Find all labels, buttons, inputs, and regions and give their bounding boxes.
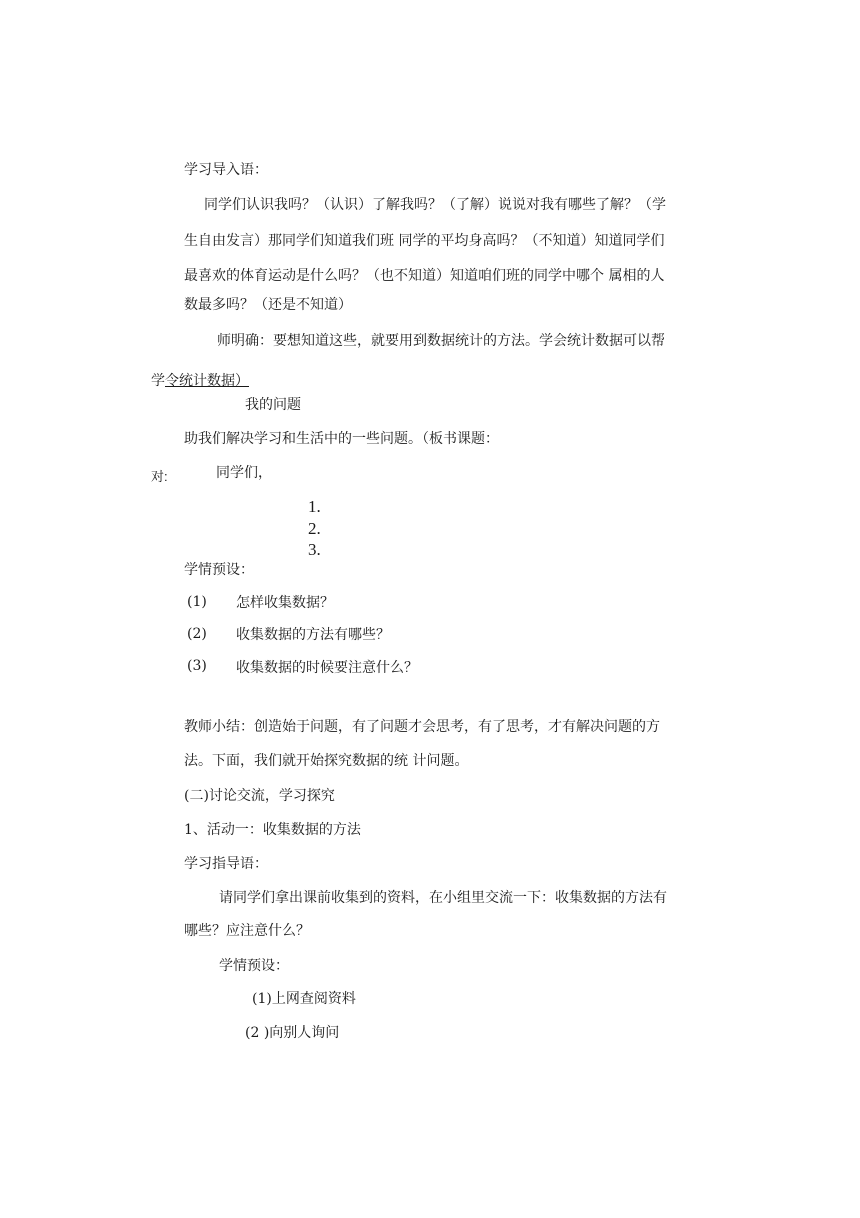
summary-line: 教师小结：创造始于问题，有了问题才会思考，有了思考，才有解决问题的方 bbox=[184, 719, 660, 735]
guide-line: 请同学们拿出课前收集到的资料，在小组里交流一下：收集数据的方法有 bbox=[219, 890, 667, 906]
preset-text: 怎样收集数据？ bbox=[236, 595, 334, 611]
preset-number: (1) bbox=[187, 594, 207, 610]
section-heading: (二)讨论交流，学习探究 bbox=[184, 788, 335, 804]
preset-text: 收集数据的时候要注意什么？ bbox=[236, 660, 418, 676]
intro-heading: 学习导入语： bbox=[184, 162, 268, 178]
preset-text: 收集数据的方法有哪些？ bbox=[236, 627, 390, 643]
help-line: 助我们解决学习和生活中的一些问题。（板书课题： bbox=[184, 431, 499, 447]
preset2-item: (1)上网查阅资料 bbox=[252, 991, 356, 1007]
intro-line: 同学们认识我吗？（认识）了解我吗？（了解）说说对我有哪些了解？（学 bbox=[204, 197, 666, 213]
board-title: 令统计数据） bbox=[165, 373, 249, 389]
teacher-clarify: 师明确：要想知道这些，就要用到数据统计的方法。学会统计数据可以帮 bbox=[217, 333, 665, 349]
board-line bbox=[151, 372, 249, 390]
preset-heading: 学情预设： bbox=[184, 562, 254, 578]
number-item: 2. bbox=[308, 519, 321, 538]
preset-number: (2) bbox=[187, 626, 207, 642]
my-question: 我的问题 bbox=[245, 397, 301, 413]
activity-heading: 1、活动一：收集数据的方法 bbox=[184, 822, 361, 838]
guide-line: 哪些？应注意什么？ bbox=[184, 923, 310, 939]
preset2-item: (2 )向别人询问 bbox=[245, 1025, 340, 1041]
intro-line: 生自由发言）那同学们知道我们班 同学的平均身高吗？（不知道）知道同学们 bbox=[184, 233, 665, 249]
guide-heading: 学习指导语： bbox=[184, 856, 268, 872]
intro-line: 数最多吗？（还是不知道） bbox=[184, 297, 352, 313]
preset2-heading: 学情预设： bbox=[219, 958, 289, 974]
number-item: 3. bbox=[308, 540, 321, 559]
summary-line: 法。下面，我们就开始探究数据的统 计问题。 bbox=[184, 753, 469, 769]
board-prefix: 学 bbox=[151, 373, 165, 389]
classmates: 同学们， bbox=[216, 465, 272, 481]
preset-number: (3) bbox=[187, 658, 207, 674]
intro-line: 最喜欢的体育运动是什么吗？（也不知道）知道咱们班的同学中哪个 属相的人 bbox=[184, 268, 665, 284]
number-item: 1. bbox=[308, 497, 321, 516]
dui-label: 对: bbox=[151, 469, 168, 484]
